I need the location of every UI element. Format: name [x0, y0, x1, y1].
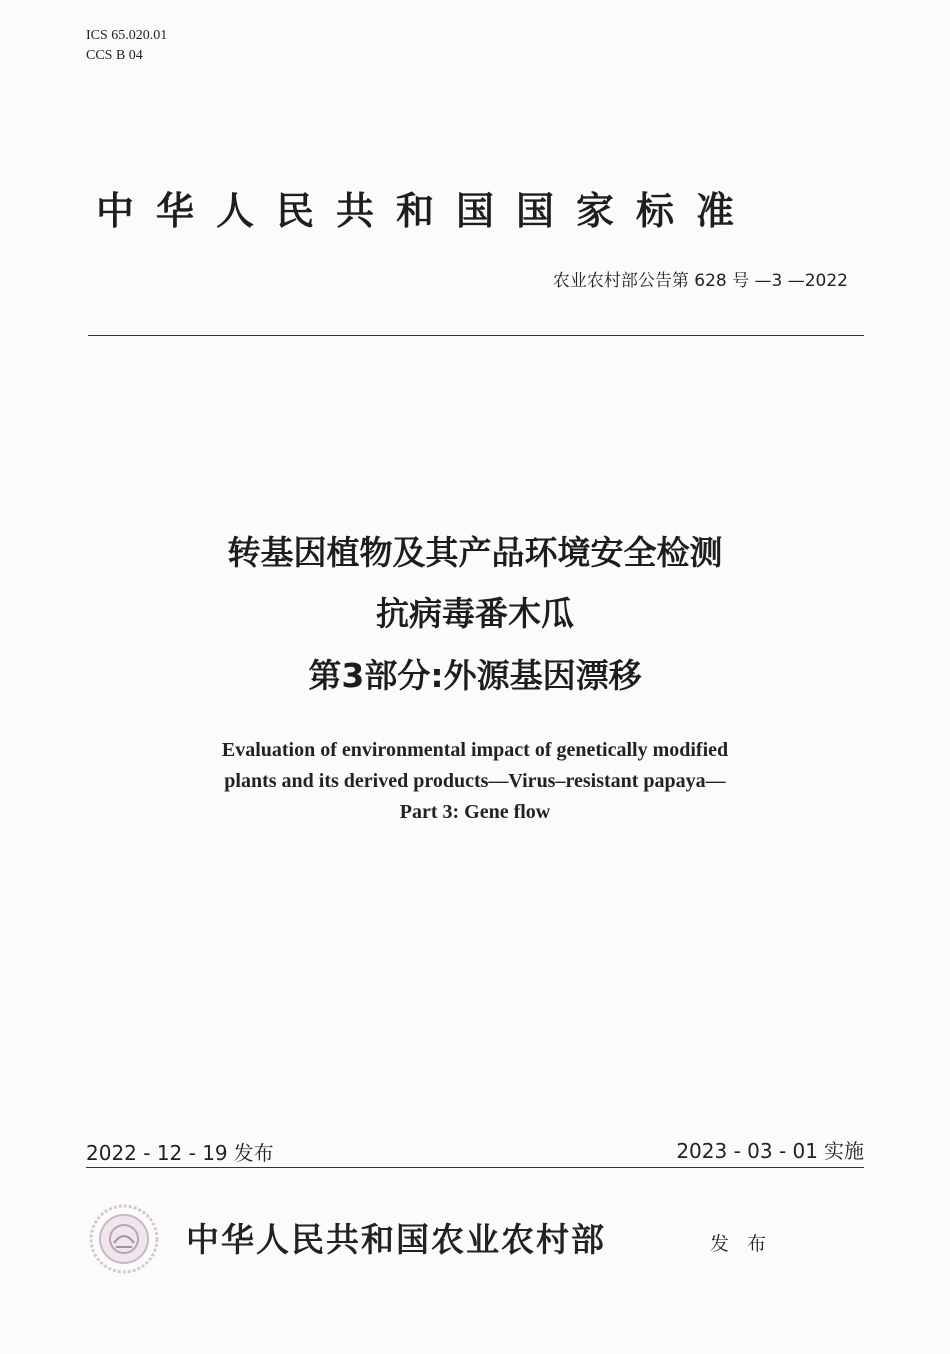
classification-codes	[86, 26, 167, 66]
implementation-date: 2023 - 03 - 01	[676, 1139, 818, 1163]
issuing-ministry: 中华人民共和国农业农村部	[186, 1220, 606, 1259]
issue-date: 2022 - 12 - 19	[86, 1141, 228, 1165]
national-standard-heading: 中华人民共和国国家标准	[96, 189, 757, 233]
issue-date-block	[86, 1137, 274, 1166]
issue-label: 发布	[233, 1141, 274, 1165]
footer-divider	[86, 1167, 864, 1168]
title-cn-line-3: 第3部分:外源基因漂移	[308, 656, 642, 695]
standard-number: 农业农村部公告第 628 号 —3 —2022	[552, 271, 848, 291]
implementation-date-block	[676, 1135, 864, 1164]
title-en-line-1: Evaluation of environmental impact of genetically modified	[221, 739, 729, 761]
title-en-line-2: plants and its derived products—Virus–resistant papaya—	[224, 770, 726, 792]
title-en-line-3: Part 3: Gene flow	[399, 801, 551, 823]
title-cn-line-1: 转基因植物及其产品环境安全检测	[227, 533, 723, 572]
ics-code: ICS 65.020.01	[86, 28, 168, 43]
ministry-seal-icon	[88, 1203, 160, 1275]
implementation-label: 实施	[824, 1139, 864, 1163]
publish-label: 发 布	[710, 1233, 773, 1255]
ccs-code: CCS B 04	[86, 48, 143, 63]
header-divider	[88, 335, 864, 336]
title-cn-line-2: 抗病毒番木瓜	[376, 594, 574, 633]
